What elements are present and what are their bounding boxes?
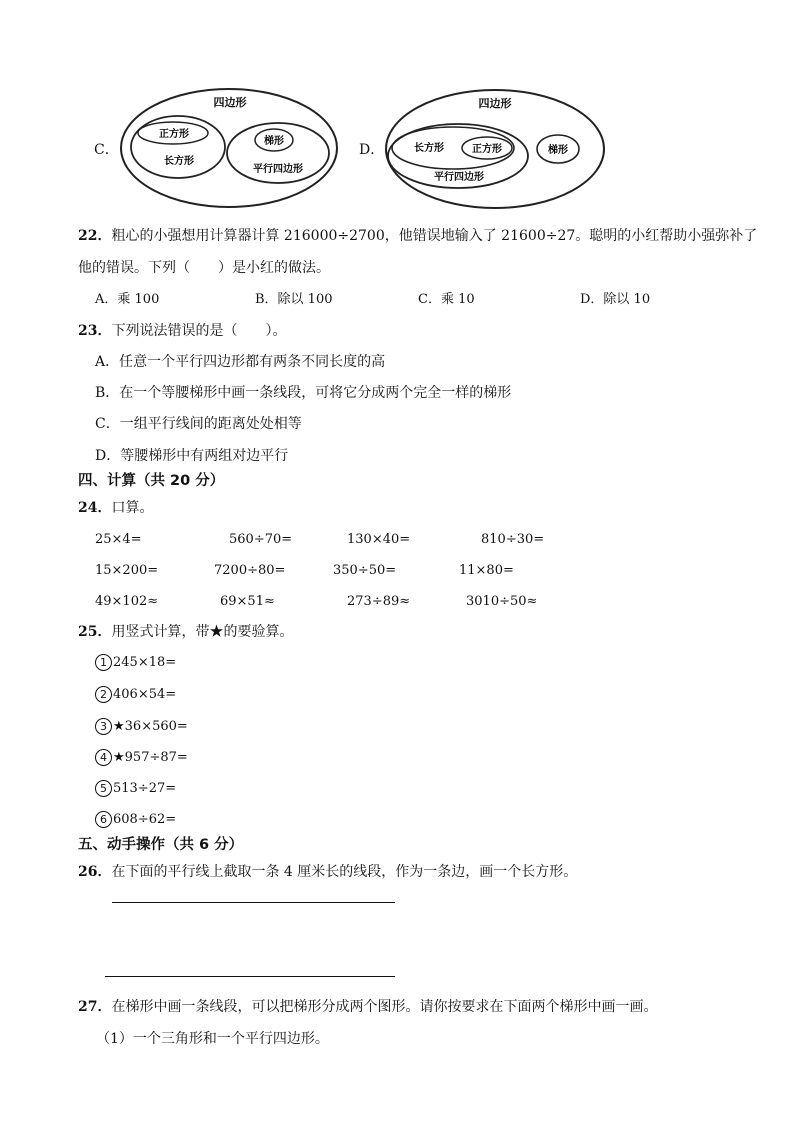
mental-calc-item: 15×200= <box>95 563 159 578</box>
venn-c-rectangle-label: 长方形 <box>164 156 194 167</box>
question-23-option-d[interactable]: D．等腰梯形中有两组对边平行 <box>95 448 289 464</box>
mental-calc-item: 810÷30= <box>481 532 545 547</box>
mental-calc-item: 3010÷50≈ <box>466 594 538 609</box>
question-25-number: 25． <box>78 624 112 640</box>
vertical-calc-item-1: 1 245×18= <box>95 654 176 672</box>
question-22 <box>78 227 757 245</box>
venn-d-parallelogram-label: 平行四边形 <box>434 172 484 183</box>
circled-number: 4 <box>95 749 112 766</box>
circled-number: 1 <box>95 654 112 671</box>
question-23-stem: 下列说法错误的是（ ）。 <box>111 323 287 339</box>
parallel-line-bottom[interactable] <box>105 976 395 977</box>
option-d-label: D． <box>359 142 385 158</box>
mental-calc-item: 560÷70= <box>229 532 293 547</box>
vertical-calc-item-3: 3 ★36×560= <box>95 718 188 736</box>
question-25 <box>78 623 293 641</box>
venn-diagram-d <box>383 86 607 212</box>
mental-calc-item: 273÷89≈ <box>347 594 411 609</box>
question-26-number: 26． <box>78 864 112 880</box>
question-27-stem: 在梯形中画一条线段，可以把梯形分成两个图形。请你按要求在下面两个梯形中画一画。 <box>111 999 658 1015</box>
mental-calc-item: 25×4= <box>95 532 142 547</box>
circled-number: 3 <box>95 718 112 735</box>
question-22-line2: 他的错误。下列（ ）是小红的做法。 <box>78 260 330 276</box>
vertical-calc-item-2: 2 406×54= <box>95 686 176 704</box>
question-22-option-c[interactable]: C．乘 10 <box>418 292 475 307</box>
question-23 <box>78 322 286 340</box>
question-22-option-b[interactable]: B．除以 100 <box>255 292 333 307</box>
question-26 <box>78 863 577 881</box>
parallel-line-top[interactable] <box>112 902 395 903</box>
venn-c-square-label: 正方形 <box>159 129 189 140</box>
question-23-option-c[interactable]: C．一组平行线间的距离处处相等 <box>95 416 302 432</box>
question-23-option-b[interactable]: B．在一个等腰梯形中画一条线段，可将它分成两个完全一样的梯形 <box>95 385 512 401</box>
circled-number: 5 <box>95 780 112 797</box>
question-26-stem: 在下面的平行线上截取一条 4 厘米长的线段，作为一条边，画一个长方形。 <box>111 864 578 880</box>
mental-calc-item: 11×80= <box>459 563 514 578</box>
venn-c-parallelogram-label: 平行四边形 <box>253 164 303 175</box>
circled-number: 6 <box>95 811 112 828</box>
question-22-number: 22． <box>78 228 112 244</box>
mental-calc-item: 49×102≈ <box>95 594 159 609</box>
question-24-number: 24． <box>78 500 112 516</box>
circled-number: 2 <box>95 686 112 703</box>
question-27-number: 27． <box>78 999 112 1015</box>
vertical-calc-item-6: 6 608÷62= <box>95 811 176 829</box>
question-24-stem: 口算。 <box>111 500 154 516</box>
venn-d-outer-label: 四边形 <box>478 97 512 110</box>
venn-d-square-label: 正方形 <box>472 144 502 155</box>
venn-d-rectangle-label: 长方形 <box>414 143 444 154</box>
question-22-line1: 粗心的小强想用计算器计算 216000÷2700，他错误地输入了 21600÷27。聪明的小红帮助小强弥补了 <box>111 228 758 244</box>
mental-calc-item: 7200÷80= <box>214 563 286 578</box>
mental-calc-item: 69×51≈ <box>220 594 275 609</box>
question-24 <box>78 499 153 517</box>
question-27-sub1: （1）一个三角形和一个平行四边形。 <box>96 1031 329 1047</box>
question-27 <box>78 998 657 1016</box>
venn-d-trapezoid-label: 梯形 <box>548 145 568 156</box>
vertical-calc-item-5: 5 513÷27= <box>95 780 176 798</box>
mental-calc-item: 350÷50= <box>333 563 397 578</box>
question-22-option-a[interactable]: A．乘 100 <box>95 292 160 307</box>
option-c-label: C． <box>94 142 119 158</box>
question-25-stem: 用竖式计算，带★的要验算。 <box>111 624 294 640</box>
venn-diagram-c <box>118 84 340 212</box>
question-23-number: 23． <box>78 323 112 339</box>
section-5-heading: 五、动手操作（共 6 分） <box>78 837 244 853</box>
section-4-heading: 四、计算（共 20 分） <box>78 473 225 489</box>
question-23-option-a[interactable]: A．任意一个平行四边形都有两条不同长度的高 <box>95 354 386 370</box>
venn-c-trapezoid-label: 梯形 <box>264 136 284 147</box>
question-22-option-d[interactable]: D．除以 10 <box>580 292 651 307</box>
venn-c-outer-label: 四边形 <box>213 96 247 109</box>
mental-calc-item: 130×40= <box>347 532 411 547</box>
vertical-calc-item-4: 4 ★957÷87= <box>95 749 188 767</box>
